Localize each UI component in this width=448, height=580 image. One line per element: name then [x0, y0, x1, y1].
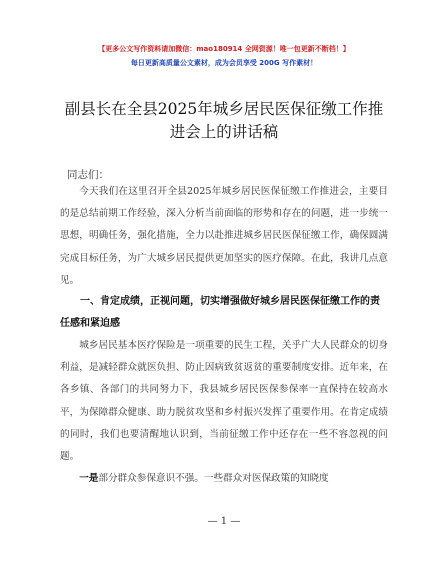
paragraph-intro: 今天我们在这里召开全县2025年城乡居民医保征缴工作推进会，主要目的是总结前期工作经验，深入分析当前面临的形势和存在的问题，进一步统一思想，明确任务，强化措施，全力以赴推进城乡居民医保征缴工作，确保圆满完成目标任务，为广大城乡居民提供更加坚实的医疗保障。在此，我讲几点意见。 — [60, 186, 388, 286]
document-title: 副县长在全县2025年城乡居民医保征缴工作推进会上的讲话稿 — [64, 100, 384, 141]
paragraph-point-1 — [60, 468, 388, 490]
point-text: 部分群众参保意识不强。一些群众对医保政策的知晓度 — [98, 473, 329, 484]
point-lead: 一是 — [79, 473, 99, 484]
promo-banner-top: 【更多公文写作资料请加微信：mao180914 全网资源！唯一包更新不断档！】 — [98, 45, 350, 53]
section-heading-1: 一、肯定成绩，正视问题，切实增强做好城乡居民医保征缴工作的责任感和紧迫感 — [60, 296, 380, 329]
paragraph-body: 城乡居民基本医疗保险是一项重要的民生工程，关乎广大人民群众的切身利益，是减轻群众就医负担、防止因病致贫返贫的重要制度安排。近年来，在各乡镇、各部门的共同努力下，我县城乡居民医保参保率一直保持在较高水平，为保障群众健康、助力脱贫攻坚和乡村振兴发挥了重要作用。在肯定成绩的同时，我们也要清醒地认识到，当前征缴工作中还存在一些不容忽视的问题。 — [60, 340, 388, 463]
page-number: — 1 — — [207, 516, 241, 527]
promo-banner-sub: 每日更新高质量公文素材，成为会员享受 200G 写作素材！ — [130, 59, 318, 67]
salutation: 同志们： — [67, 169, 109, 181]
